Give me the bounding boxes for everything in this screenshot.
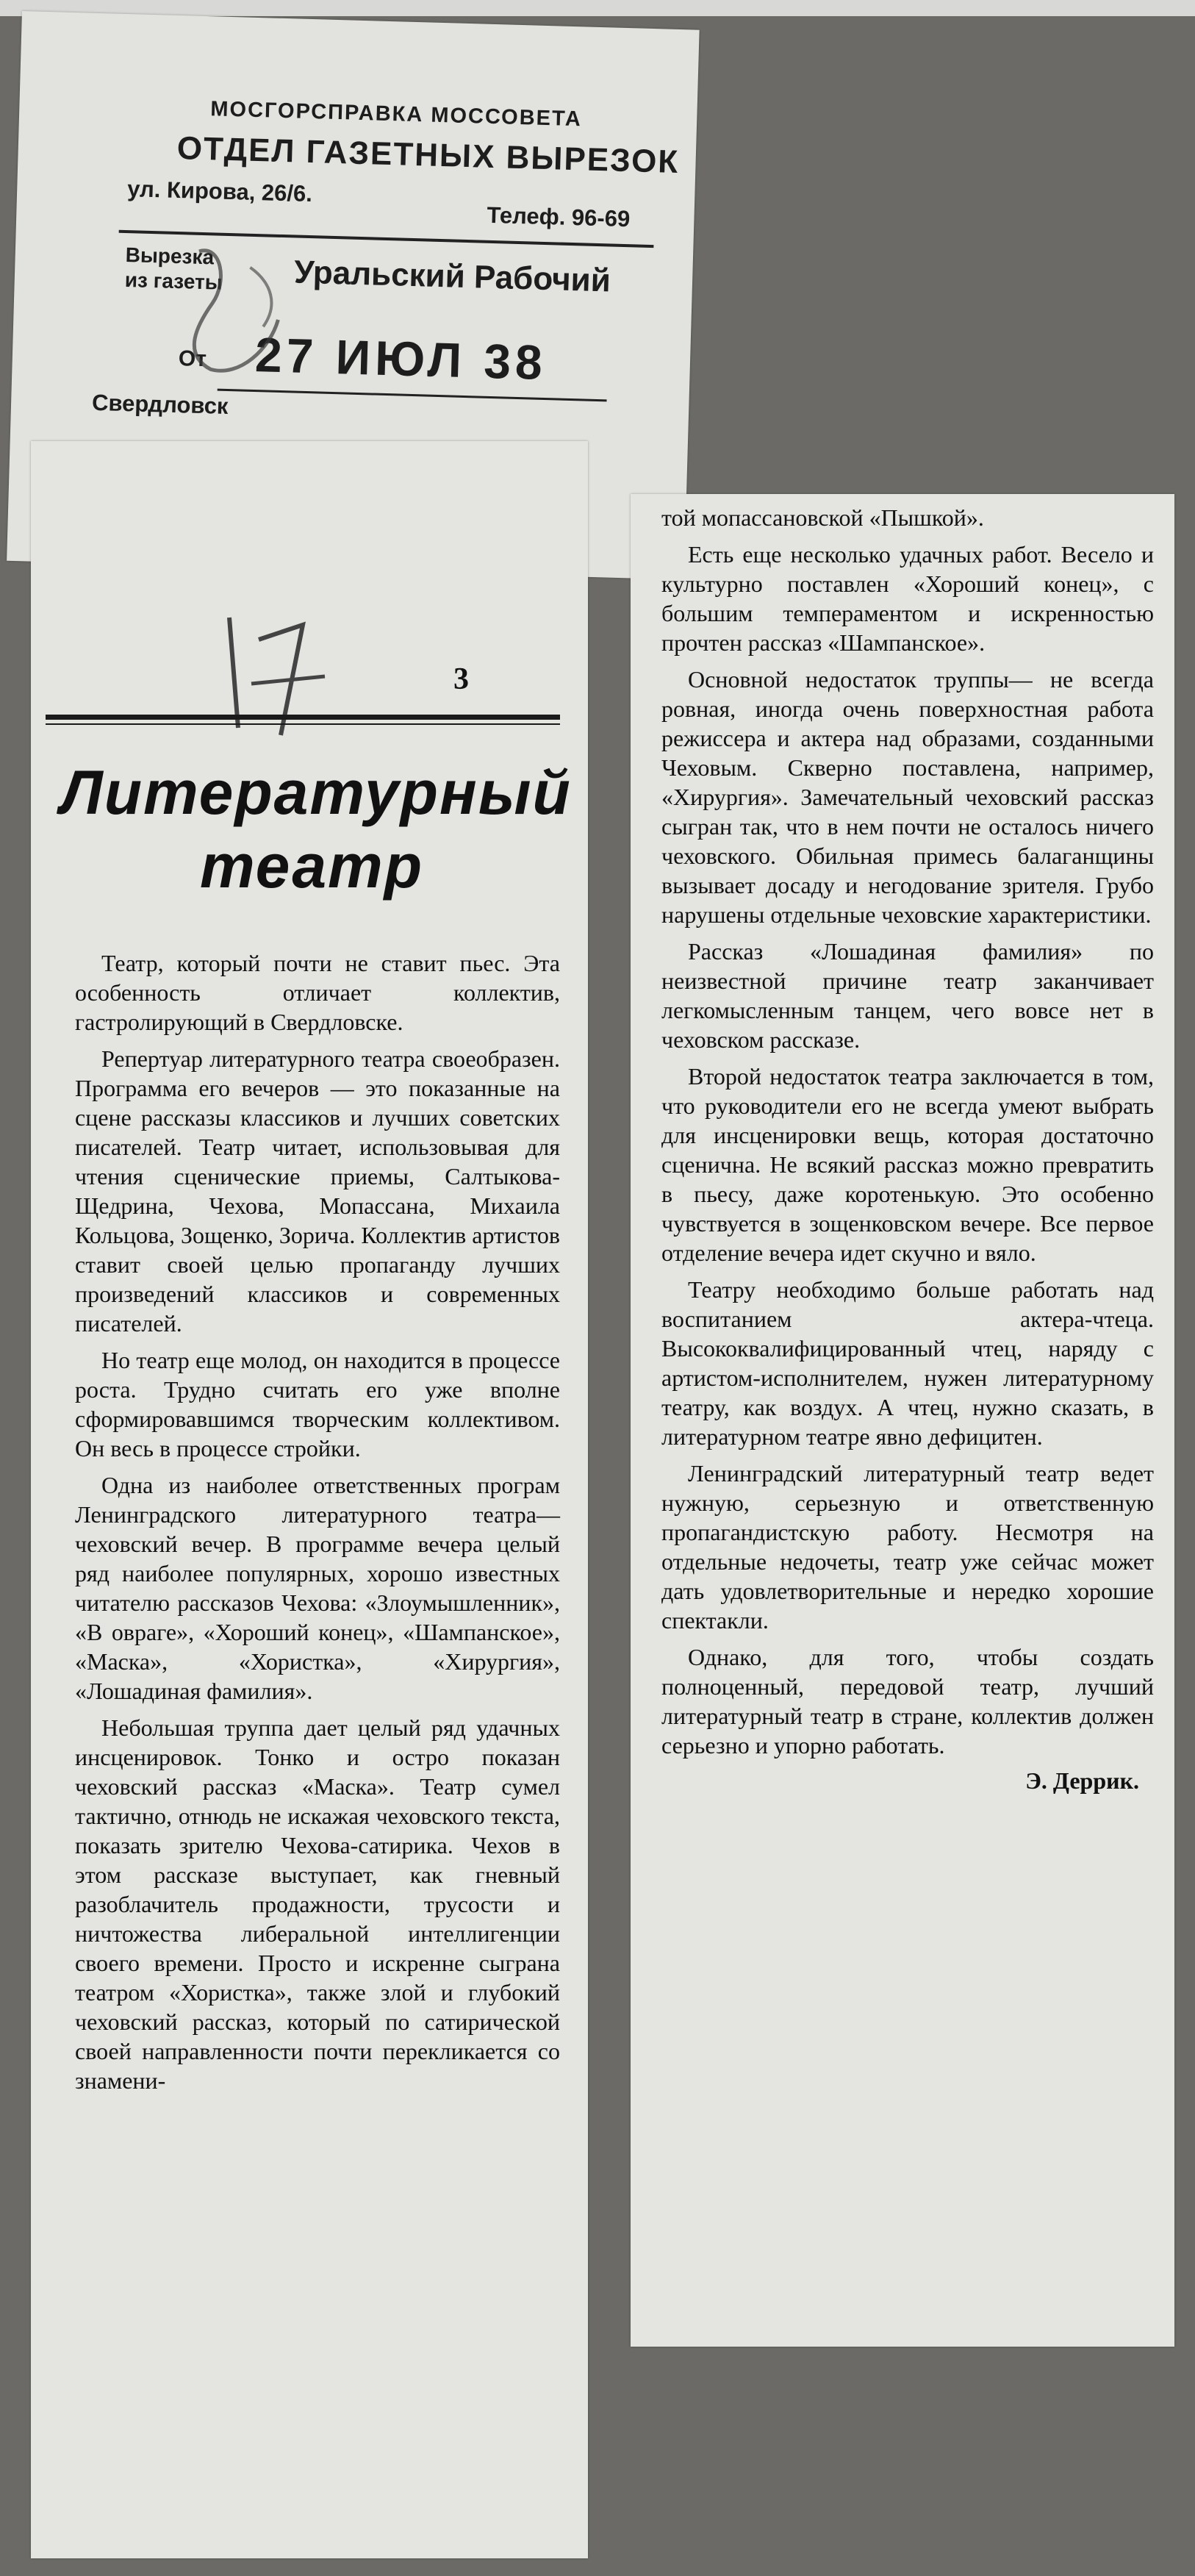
paragraph: Но театр еще молод, он находится в процессе роста. Трудно считать его уже вполне сформировавшимся творческим коллективом. Он весь в процессе стройки. xyxy=(75,1347,560,1461)
paragraph-continued: той мопассановской «Пышкой». xyxy=(661,504,984,531)
article-body-right xyxy=(661,503,1154,1795)
headline-line-2: театр xyxy=(200,831,424,901)
page-number: 3 xyxy=(453,662,469,696)
paragraph: Репертуар литературного театра своеобразен. Программа его вечеров — это показанные на сцене рассказы классиков и лучших советских писателей. Театр читает, использовывая для чтения сценические приемы, Салтыкова-Щедрина, Чехова, Мопассана, Михаила Кольцова, Зощенко, Зорича. Коллектив артистов ставит своей целью пропаганду лучших произведений классиков и современных писателей. xyxy=(75,1045,560,1337)
city-name: Свердловск xyxy=(91,389,229,420)
scanner-top-strip xyxy=(0,0,1195,16)
department-name: ОТДЕЛ ГАЗЕТНЫХ ВЫРЕЗОК xyxy=(176,129,680,181)
handwritten-scribble-icon xyxy=(166,236,303,387)
paragraph: Второй недостаток театра заключается в том, что руководители его не всегда умеют выбрать для инсценировки вещь, которая достаточно сценична. Не всякий рассказ можно превратить в пьесу, даже коротенькую. Это особенно чувствуется в зощенковском вечере. Все первое отделение вечера идет скучно и вяло. xyxy=(661,1063,1154,1266)
header-rule xyxy=(46,715,560,720)
paragraph: Есть еще несколько удачных работ. Весело и культурно поставлен «Хороший конец», с большим темпераментом и искренностью прочтен рассказ «Шампанское». xyxy=(661,541,1154,656)
paragraph: Ленинградский литературный театр ведет нужную, серьезную и ответственную пропагандистскую работу. Несмотря на отдельные недочеты, театр уже сейчас может дать удовлетворительные и нередко хорошие спектакли. xyxy=(661,1460,1154,1634)
paragraph: Рассказ «Лошадиная фамилия» по неизвестной причине театр заканчивает легкомысленным танцем, чего вовсе нет в чеховском рассказе. xyxy=(661,938,1154,1053)
paragraph: Театр, который почти не ставит пьес. Эта особенность отличает коллектив, гастролирующий в Свердловске. xyxy=(75,950,560,1035)
paragraph: Небольшая труппа дает целый ряд удачных инсценировок. Тонко и остро показан чеховский рассказ «Маска». Театр сумел тактично, отнюдь не искажая чеховского текста, показать зрителю Чехова-сатирика. Чехов в этом рассказе выступает, как гневный разоблачитель продажности, трусости и ничтожества либеральной интеллигенции своего времени. Просто и искренне сыграна театром «Хористка», также злой и глубокий чеховский рассказ, который по сатирической своей направленности почти перекликается со знамени- xyxy=(75,1714,560,2094)
clipping-from-label-2: из газеты xyxy=(124,268,223,294)
paragraph: Одна из наиболее ответственных програм Ленинградского литературного театра—чеховский вечер. В программе вечера целый ряд наиболее популярных, хорошо известных читателю рассказов Чехова: «Злоумышленник», «В овраге», «Хороший конец», «Шампанское», «Маска», «Хористка», «Хирургия», «Лошадиная фамилия». xyxy=(75,1472,560,1704)
author-signature: Э. Деррик. xyxy=(1025,1767,1139,1794)
paragraph: Однако, для того, чтобы создать полноценный, передовой театр, лучший литературный театр в стране, коллектив должен серьезно и упорно работать. xyxy=(661,1644,1154,1759)
agency-name: МОСГОРСПРАВКА МОССОВЕТА xyxy=(209,97,583,132)
date-stamp: 27 ИЮЛ 38 xyxy=(254,327,548,390)
article-column-left xyxy=(31,441,588,2558)
agency-phone: Телеф. 96-69 xyxy=(487,201,631,232)
newspaper-name: Уральский Рабочий xyxy=(293,254,611,299)
date-prefix: От xyxy=(178,346,207,372)
paragraph: Театру необходимо больше работать над воспитанием актера-чтеца. Высококвалифицированный чтец, наряду с артистом-исполнителем, нужен литературному театру, как воздух. А чтец, нужно сказать, в литературном театре явно дефицитен. xyxy=(661,1276,1154,1450)
headline-line-1: Литературный xyxy=(60,758,572,827)
article-column-right xyxy=(631,494,1174,2347)
date-underline xyxy=(218,389,607,402)
paragraph: Основной недостаток труппы— не всегда ровная, иногда очень поверхностная работа режиссера и актера над образами, созданными Чеховым. Скверно поставлена, например, «Хирургия». Замечательный чеховский рассказ сыгран так, что в нем почти не осталось ничего чеховского. Обильная примесь балаганщины вызывает досаду и негодование зрителя. Грубо нарушены отдельные чеховские характеристики. xyxy=(661,666,1154,928)
clipping-from-label: Вырезка xyxy=(125,243,215,269)
header-rule-thin xyxy=(46,723,560,725)
handwritten-page-mark-icon xyxy=(200,595,376,743)
article-body-left xyxy=(75,948,560,2103)
agency-address: ул. Кирова, 26/6. xyxy=(126,176,313,207)
